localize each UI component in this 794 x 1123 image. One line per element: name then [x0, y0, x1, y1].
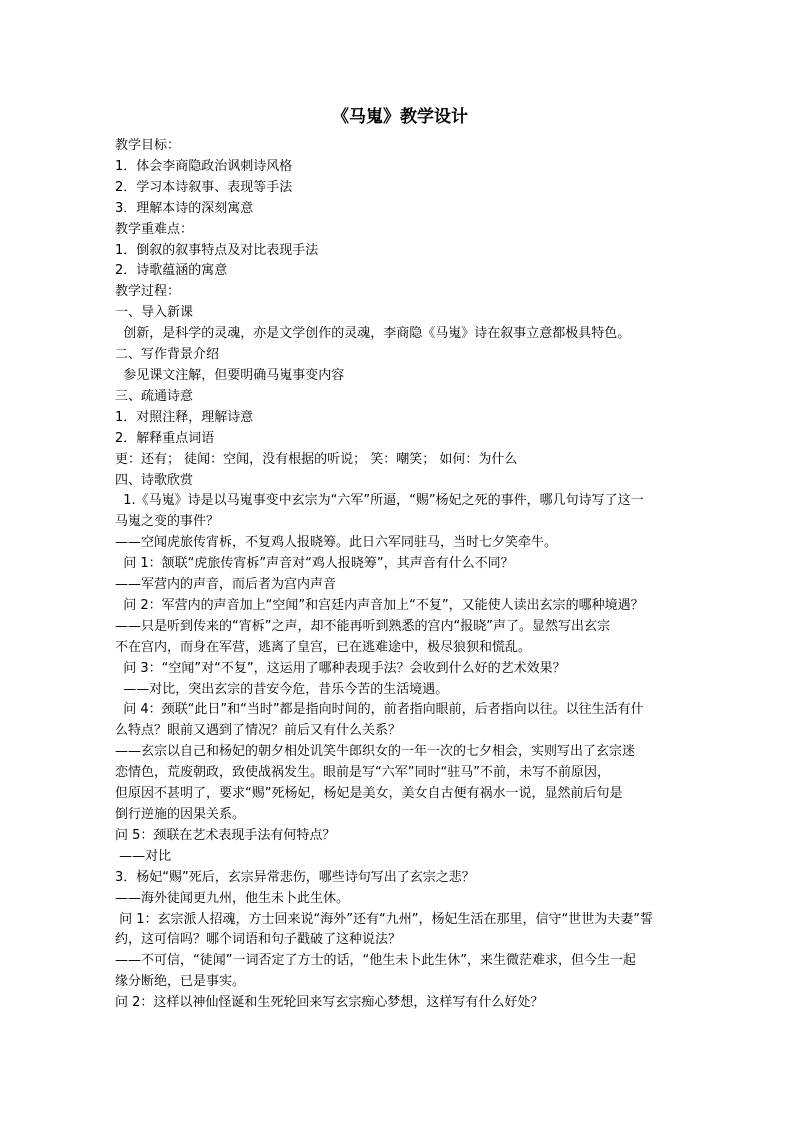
text-line: 教学重难点： [115, 221, 194, 237]
text-line: 马嵬之变的事件？ [115, 514, 220, 530]
text-line: 创新，是科学的灵魂，亦是文学创作的灵魂，李商隐《马嵬》诗在叙事立意都极具特色。 [115, 326, 631, 342]
text-line: 但原因不甚明了，要求“赐”死杨妃，杨妃是美女，美女自古便有祸水一说，显然前后句是 [115, 786, 623, 802]
text-line: 恋情色，荒废朝政，致使战祸发生。眼前是写“六军”同时“驻马”不前，未写不前原因， [115, 765, 610, 781]
text-line: ——对比 [115, 848, 172, 864]
text-line: 教学目标： [115, 138, 181, 153]
text-line: 问 2：军营内的声音加上“空闻”和宫廷内声音加上“不复”，又能使人读出玄宗的哪种境遇？ [115, 597, 644, 613]
text-line: 二、写作背景介绍 [115, 347, 220, 363]
document-lines [115, 136, 685, 1014]
text-line: ——玄宗以自己和杨妃的朝夕相处讥笑牛郎织女的一年一次的七夕相会，实则写出了玄宗迷 [115, 744, 636, 760]
text-line: 一、导入新课 [115, 305, 194, 321]
text-line: 缘分断绝，已是事实。 [115, 974, 246, 990]
text-line: ——军营内的声音，而后者为宫内声音 [115, 577, 337, 593]
text-line: 参见课文注解，但要明确马嵬事变内容 [115, 367, 345, 383]
text-line: 1．体会李商隐政治讽刺诗风格 [115, 158, 293, 174]
text-line: 3．杨妃“赐”死后，玄宗异常悲伤，哪些诗句写出了玄宗之悲？ [115, 869, 475, 885]
text-line: 问 1：颔联“虎旅传宵柝”声音对“鸡人报晓筹”，其声音有什么不同？ [115, 556, 514, 572]
text-line: ——只是听到传来的“宵柝”之声，却不能再听到熟悉的宫内“报晓”声了。显然写出玄宗 [115, 618, 610, 634]
text-line: 2．解释重点词语 [115, 430, 215, 446]
text-line: 问 4：颈联“此日”和“当时”都是指向时间的，前者指向眼前，后者指向以往。以往生活有什 [115, 702, 644, 718]
text-line: 2．学习本诗叙事、表现等手法 [115, 179, 293, 195]
document-title: 《马嵬》教学设计 [332, 107, 468, 127]
text-line: 1．对照注释，理解诗意 [115, 409, 254, 425]
text-line: 么特点？眼前又遇到了情况？前后又有什么关系？ [115, 723, 402, 739]
text-line: 约，这可信吗？哪个词语和句子戳破了这种说法？ [115, 932, 402, 948]
text-line: 2．诗歌蕴涵的寓意 [115, 263, 228, 279]
text-line: 更：还有； 徒闻：空闻，没有根据的听说； 笑：嘲笑； 如何：为什么 [115, 451, 518, 467]
text-line: 倒行逆施的因果关系。 [115, 807, 246, 822]
text-line: 1.《马嵬》诗是以马嵬事变中玄宗为“六军”所逼，“赐”杨妃之死的事件，哪几句诗写了这一 [115, 493, 644, 509]
text-line: 四、诗歌欣赏 [115, 472, 194, 488]
text-line: 三、疏通诗意 [115, 388, 194, 404]
text-line: 问 2：这样以神仙怪诞和生死轮回来写玄宗痴心梦想，这样写有什么好处？ [115, 995, 544, 1011]
text-line: ——空闻虎旅传宵柝，不复鸡人报晓筹。此日六军同驻马，当时七夕笑牵牛。 [115, 535, 558, 551]
text-line: ——不可信，“徒闻”一词否定了方士的话，“他生未卜此生休”，来生微茫难求，但今生一起 [115, 953, 636, 969]
text-line: ——海外徒闻更九州，他生未卜此生休。 [115, 890, 350, 906]
text-line: 问 1：玄宗派人招魂，方士回来说“海外”还有“九州”，杨妃生活在那里，信守“世世为夫妻”誓 [115, 911, 653, 927]
document-body [115, 104, 685, 1014]
text-line: ——对比，突出玄宗的昔安今危，昔乐今苦的生活境遇。 [115, 681, 449, 697]
text-line: 教学过程： [115, 284, 181, 300]
text-line: 问 3：“空闻”对“不复”，这运用了哪种表现手法？会收到什么好的艺术效果？ [115, 660, 566, 676]
text-line: 1．倒叙的叙事特点及对比表现手法 [115, 242, 319, 258]
text-line: 3．理解本诗的深刻寓意 [115, 200, 254, 216]
text-line: 不在宫内，而身在军营，逃离了皇宫，已在逃难途中，极尽狼狈和慌乱。 [115, 639, 532, 655]
text-line: 问 5：颈联在艺术表现手法有何特点？ [115, 827, 336, 843]
